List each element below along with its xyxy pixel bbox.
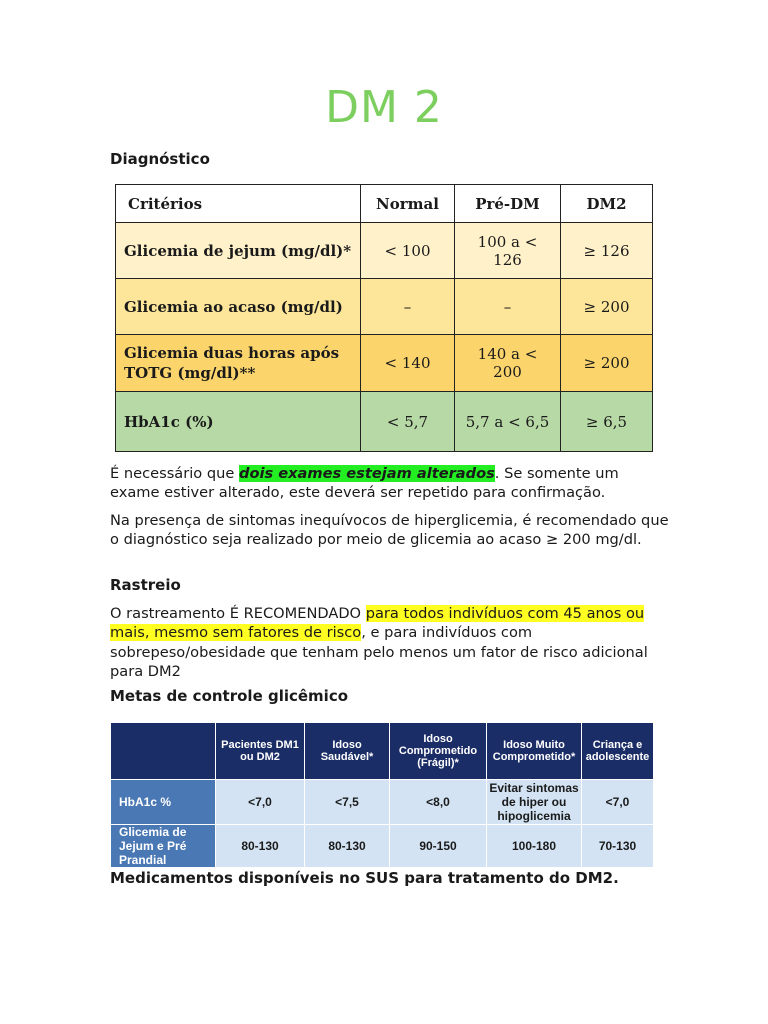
header-cell [111,723,216,780]
table-row [116,392,653,452]
header-cell: DM2 [561,185,653,223]
criterion-cell: Glicemia ao acaso (mg/dl) [116,279,361,335]
paragraph-text: , e para indivíduos com sobrepeso/obesidade que tenham pelo menos um fator de risco adicional para DM2 [110,624,648,680]
value-cell: 90-150 [390,825,487,868]
heading-diagnostico: Diagnóstico [110,150,210,168]
header-cell: Pacientes DM1 ou DM2 [216,723,305,780]
table-row [111,780,654,825]
value-cell: – [361,279,455,335]
header-cell: Idoso Comprometido (Frágil)* [390,723,487,780]
table-row [116,335,653,392]
value-cell: 100 a < 126 [455,223,561,279]
table-header-row [111,723,654,780]
document-title: DM 2 [325,82,443,133]
table-row [111,825,654,868]
paragraph-symptoms: Na presença de sintomas inequívocos de hiperglicemia, é recomendado que o diagnóstico seja realizado por meio de glicemia ao acaso ≥ 200 mg/dl. [110,512,669,549]
value-cell: ≥ 200 [561,279,653,335]
value-cell: <7,0 [216,780,305,825]
table-row [116,223,653,279]
criterion-cell: Glicemia duas horas após TOTG (mg/dl)** [116,335,361,392]
paragraph-screening [110,604,670,681]
heading-medicamentos: Medicamentos disponíveis no SUS para tratamento do DM2. [110,869,619,887]
paragraph-text: É necessário que [110,465,239,482]
value-cell: 5,7 a < 6,5 [455,392,561,452]
value-cell: ≥ 6,5 [561,392,653,452]
value-cell: Evitar sintomas de hiper ou hipoglicemia [487,780,582,825]
value-cell: ≥ 126 [561,223,653,279]
value-cell: ≥ 200 [561,335,653,392]
paragraph-text: O rastreamento É RECOMENDADO [110,605,366,622]
header-cell: Critérios [116,185,361,223]
paragraph-exam-requirement [110,464,670,503]
value-cell: <7,0 [582,780,654,825]
value-cell: < 5,7 [361,392,455,452]
diagnosis-criteria-table [115,184,653,452]
value-cell: 80-130 [305,825,390,868]
criterion-cell: HbA1c (%) [116,392,361,452]
heading-metas: Metas de controle glicêmico [110,687,349,705]
value-cell: 70-130 [582,825,654,868]
header-cell: Criança e adolescente [582,723,654,780]
value-cell: – [455,279,561,335]
row-label-cell: HbA1c % [111,780,216,825]
heading-rastreio: Rastreio [110,576,181,594]
value-cell: < 100 [361,223,455,279]
highlighted-text: para todos indivíduos com 45 anos ou mais, mesmo sem fatores de risco [110,605,645,642]
value-cell: < 140 [361,335,455,392]
row-label-cell: Glicemia de Jejum e Pré Prandial [111,825,216,868]
glycemic-goals-table [110,722,654,868]
table-header-row [116,185,653,223]
paragraph-text: . Se somente um exame estiver alterado, este deverá ser repetido para confirmação. [110,465,619,502]
criterion-cell: Glicemia de jejum (mg/dl)* [116,223,361,279]
value-cell: <8,0 [390,780,487,825]
header-cell: Idoso Muito Comprometido* [487,723,582,780]
value-cell: 140 a < 200 [455,335,561,392]
value-cell: <7,5 [305,780,390,825]
header-cell: Pré-DM [455,185,561,223]
value-cell: 100-180 [487,825,582,868]
highlighted-text: dois exames estejam alterados [239,465,495,482]
table-row [116,279,653,335]
header-cell: Normal [361,185,455,223]
value-cell: 80-130 [216,825,305,868]
header-cell: Idoso Saudável* [305,723,390,780]
